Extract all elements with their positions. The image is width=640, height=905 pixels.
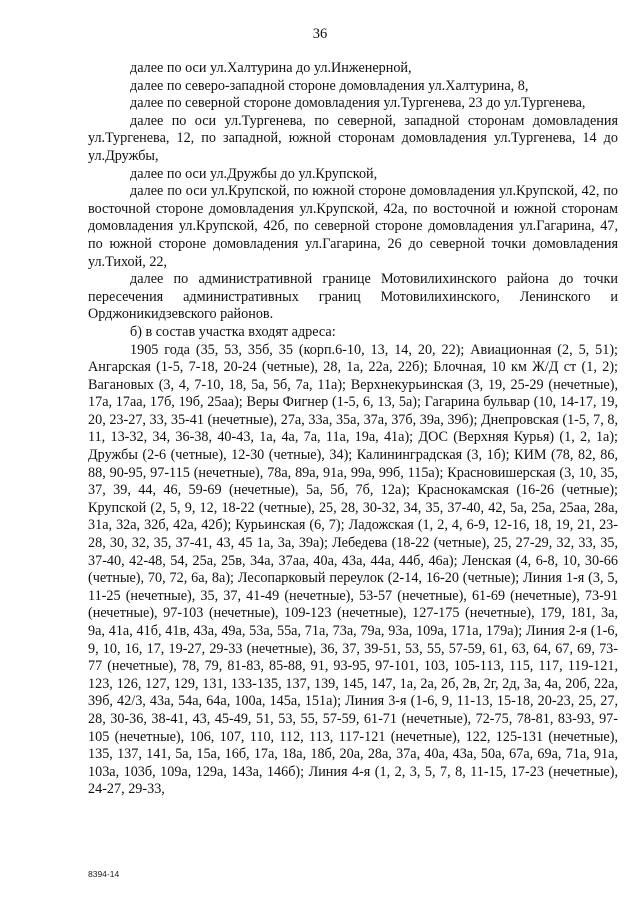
document-body [88, 60, 618, 799]
paragraph: далее по административной границе Мотовилихинского района до точки пересечения административных границ Мотовилихинского, Ленинского и Орджоникидзевского районов. [88, 271, 618, 323]
paragraph: далее по оси ул.Тургенева, по северной, западной сторонам домовладения ул.Тургенева, 12, по западной, южной сторонам домовладения ул.Тургенева, 14 до ул.Дружбы, [88, 112, 618, 164]
paragraph: далее по оси ул.Халтурина до ул.Инженерной, [130, 60, 412, 76]
paragraph: далее по северо-западной стороне домовладения ул.Халтурина, 8, [130, 77, 529, 94]
address-list-paragraph: 1905 года (35, 53, 35б, 35 (корп.6-10, 13, 14, 20, 22); Авиационная (2, 5, 51); Ангарская (1-5, 7-18, 20-24 (четные), 28, 1а, 22а, 22б); Блочная, 10 км Ж/Д ст (1, 2); Вагановых (3, 4, 7-10, 18, 5а, 5б, 7а, 11а); Верхнекурьинская (3, 19, 25-29 (нечетные), 17а, 17аа, 17б, 19б, 25аа); Веры Фигнер (1-5, 6, 13, 5а); Гагарина бульвар (10, 14-17, 19, 20, 23-27, 33, 35-41 (нечетные), 27а, 33а, 35а, 37а, 37б, 39а, 39б); Днепровская (1-5, 7, 8, 11, 13-32, 34, 36-38, 40-43, 1а, 4а, 7а, 11а, 19а, 41а); ДОС (Верхняя Курья) (1, 2, 1а); Дружбы (2-6 (четные), 12-30 (четные), 34); Калининградская (3, 1б); КИМ (78, 82, 86, 88, 90-95, 97-115 (нечетные), 78а, 89а, 91а, 99а, 99б, 115а); Красновишерская (3, 10, 35, 37, 39, 44, 46, 59-69 (нечетные), 5а, 5б, 7б, 12а); Краснокамская (16-26 (четные); Крупской (2, 5, 9, 12, 18-22 (четные), 25, 28, 30-32, 34, 35, 37-40, 42, 5а, 25а, 25аа, 28а, 31а, 32а, 32б, 42а, 42б); Курьинская (6, 7); Ладожская (1, 2, 4, 6-9, 12-16, 18, 19, 21, 23-28, 30, 32, 35, 37-41, 43, 45 1а, 3а, 39а); Лебедева (18-22 (четные), 25, 27-29, 32, 33, 35, 37-40, 42-48, 54, 25а, 25в, 34а, 37аа, 40а, 43а, 44а, 44б, 46а); Ленская (4, 6-8, 10, 30-66 (четные), 70, 72, 6а, 8а); Лесопарковый переулок (2-14, 16-20 (четные); Линия 1-я (3, 5, 11-25 (нечетные), 35, 37, 41-49 (нечетные), 53-57 (нечетные), 61-69 (нечетные), 73-91 (нечетные), 97-103 (нечетные), 109-123 (нечетные), 127-175 (нечетные), 179, 181, 3а, 9а, 41а, 41б, 41в, 43а, 49а, 53а, 55а, 71а, 73а, 79а, 93а, 109а, 171а, 179а); Линия 2-я (1-6, 9, 10, 16, 17, 19-27, 29-33 (нечетные), 36, 37, 39-51, 53, 55, 57-59, 61, 63, 64, 67, 69, 73-77 (нечетные), 78, 79, 81-83, 85-88, 91, 93-95, 97-101, 103, 105-113, 115, 117, 119-121, 123, 126, 127, 129, 131, 133-135, 137, 139, 145, 147, 1а, 2а, 2б, 2в, 2г, 2д, 3а, 4а, 20б, 22а, 39б, 42/3, 43а, 54а, 64а, 100а, 145а, 151а); Линия 3-я (1-6, 9, 11-13, 15-18, 20-23, 25, 27, 28, 30-36, 38-41, 43, 45-49, 51, 53, 55, 57-59, 61-71 (нечетные), 72-75, 78-81, 83-93, 97-105 (нечетные), 106, 107, 110, 112, 113, 117-121 (нечетные), 122, 125-131 (нечетные), 135, 137, 141, 5а, 15а, 16б, 17а, 18а, 18б, 20а, 28а, 37а, 40а, 43а, 50а, 67а, 69а, 71а, 91а, 103а, 103б, 109а, 129а, 143а, 146б); Линия 4-я (1, 2, 3, 5, 7, 8, 11-15, 17-23 (нечетные), 24-27, 29-33, [88, 341, 618, 798]
page-number: 36 [312, 26, 328, 42]
paragraph: далее по северной стороне домовладения ул.Тургенева, 23 до ул.Тургенева, [130, 95, 586, 112]
paragraph: б) в состав участка входят адреса: [130, 323, 336, 340]
document-code: 8394-14 [88, 869, 120, 879]
paragraph: далее по оси ул.Дружбы до ул.Крупской, [130, 165, 378, 182]
paragraph: далее по оси ул.Крупской, по южной стороне домовладения ул.Крупской, 42, по восточной стороне домовладения ул.Крупской, 42а, по восточной и южной сторонам домовладения ул.Крупской, 42б, по северной стороне домовладения ул.Гагарина, 47, по южной стороне домовладения ул.Гагарина, 26 до северной точки домовладения ул.Тихой, 22, [88, 183, 618, 270]
